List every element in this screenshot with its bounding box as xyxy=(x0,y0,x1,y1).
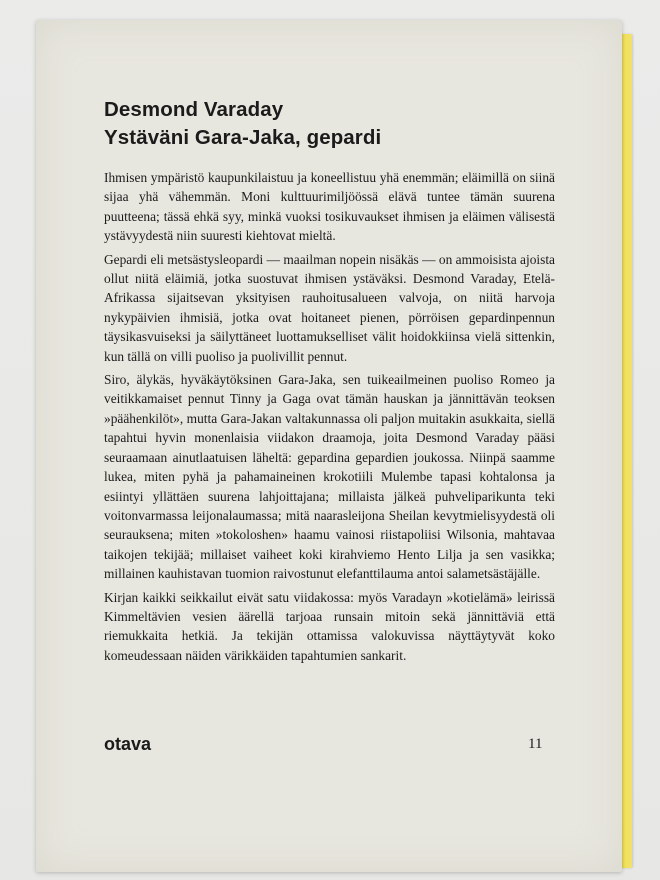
blurb-text xyxy=(104,168,555,665)
blurb-paragraph: Kirjan kaikki seikkailut eivät satu viidakossa: myös Varadayn »kotielämä» leirissä Kimmeltävien vesien äärellä tarjoaa runsain mitoin sekä jännittäviä että riemukkaita hetkiä. Ja tekijän ottamissa valokuvissa näyttäytyvät koko komeudessaan näiden värikkäiden tapahtumien sankarit. xyxy=(104,589,555,663)
blurb-paragraph: Ihmisen ympäristö kaupunkilaistuu ja koneellistuu yhä enemmän; eläimillä on siinä sijaa yhä vähemmän. Moni kulttuurimiljöössä elävä tuntee tämän suurena puutteena; tässä ehkä syy, minkä vuoksi tosikuvaukset ihmisen ja eläimen välisestä ystävyydestä niin suuresti kiehtovat mieltä. xyxy=(104,170,555,244)
author-name: Desmond Varaday xyxy=(104,98,284,121)
cover-text-block xyxy=(104,96,555,669)
blurb-paragraph: Siro, älykäs, hyväkäytöksinen Gara-Jaka, sen tuikeailmeinen puoliso Romeo ja veitikkamaiset pennut Tinny ja Gaga ovat tämän hauskan ja jännittävän teoksen »päähenkilöt», mutta Gara-Jakan valtakunnassa oli paljon muitakin asukkaita, siellä tapahtui hyvin monenlaisia viidakon draamoja, joita Desmond Varaday pääsi seuraamaan ainutlaatuisen läheltä: gepardina gepardien joukossa. Niinpä saamme lukea, miten pyhä ja pahamaineinen krokotiili Mulembe tapasi kohtalonsa ja esiintyi yllättäen suurena lahjoittajana; millaista jälkeä puhveliparikunta teki voitonvarmassa leijonalaumassa; mitä naarasleijona Sheilan kevytmielisyydestä oli seurauksena; miten »tokoloshen» haamu vainosi riistapoliisi Wilsonia, mahtavaa taikojen tekijää; millaiset vaiheet koki kirahviemo Hento Lilja ja sen vasikka; millainen kauhistavan tuomion raivostunut elefanttilauma antoi salametsästäjälle. xyxy=(104,372,555,582)
publisher-logo: otava xyxy=(104,734,152,754)
price-code: 11 xyxy=(528,736,543,752)
blurb-paragraph: Gepardi eli metsästysleopardi — maailman nopein nisäkäs — on ammoisista ajoista ollut niitä eläimiä, jotka suostuvat ihmisen ystäväksi. Desmond Varaday, Etelä-Afrikassa sijaitsevan yksityisen rauhoitusalueen valvoja, on niitä harvoja nykypäivien ihmisiä, jotka ovat hoitaneet pienen, pörröisen gepardinpennun täysikasvuiseksi ja säilyttäneet luottamukselliset välit hoidokkiinsa vielä sittenkin, kun tällä on villi puoliso ja puolivillit pennut. xyxy=(104,251,555,364)
book-title: Ystäväni Gara-Jaka, gepardi xyxy=(104,126,382,149)
